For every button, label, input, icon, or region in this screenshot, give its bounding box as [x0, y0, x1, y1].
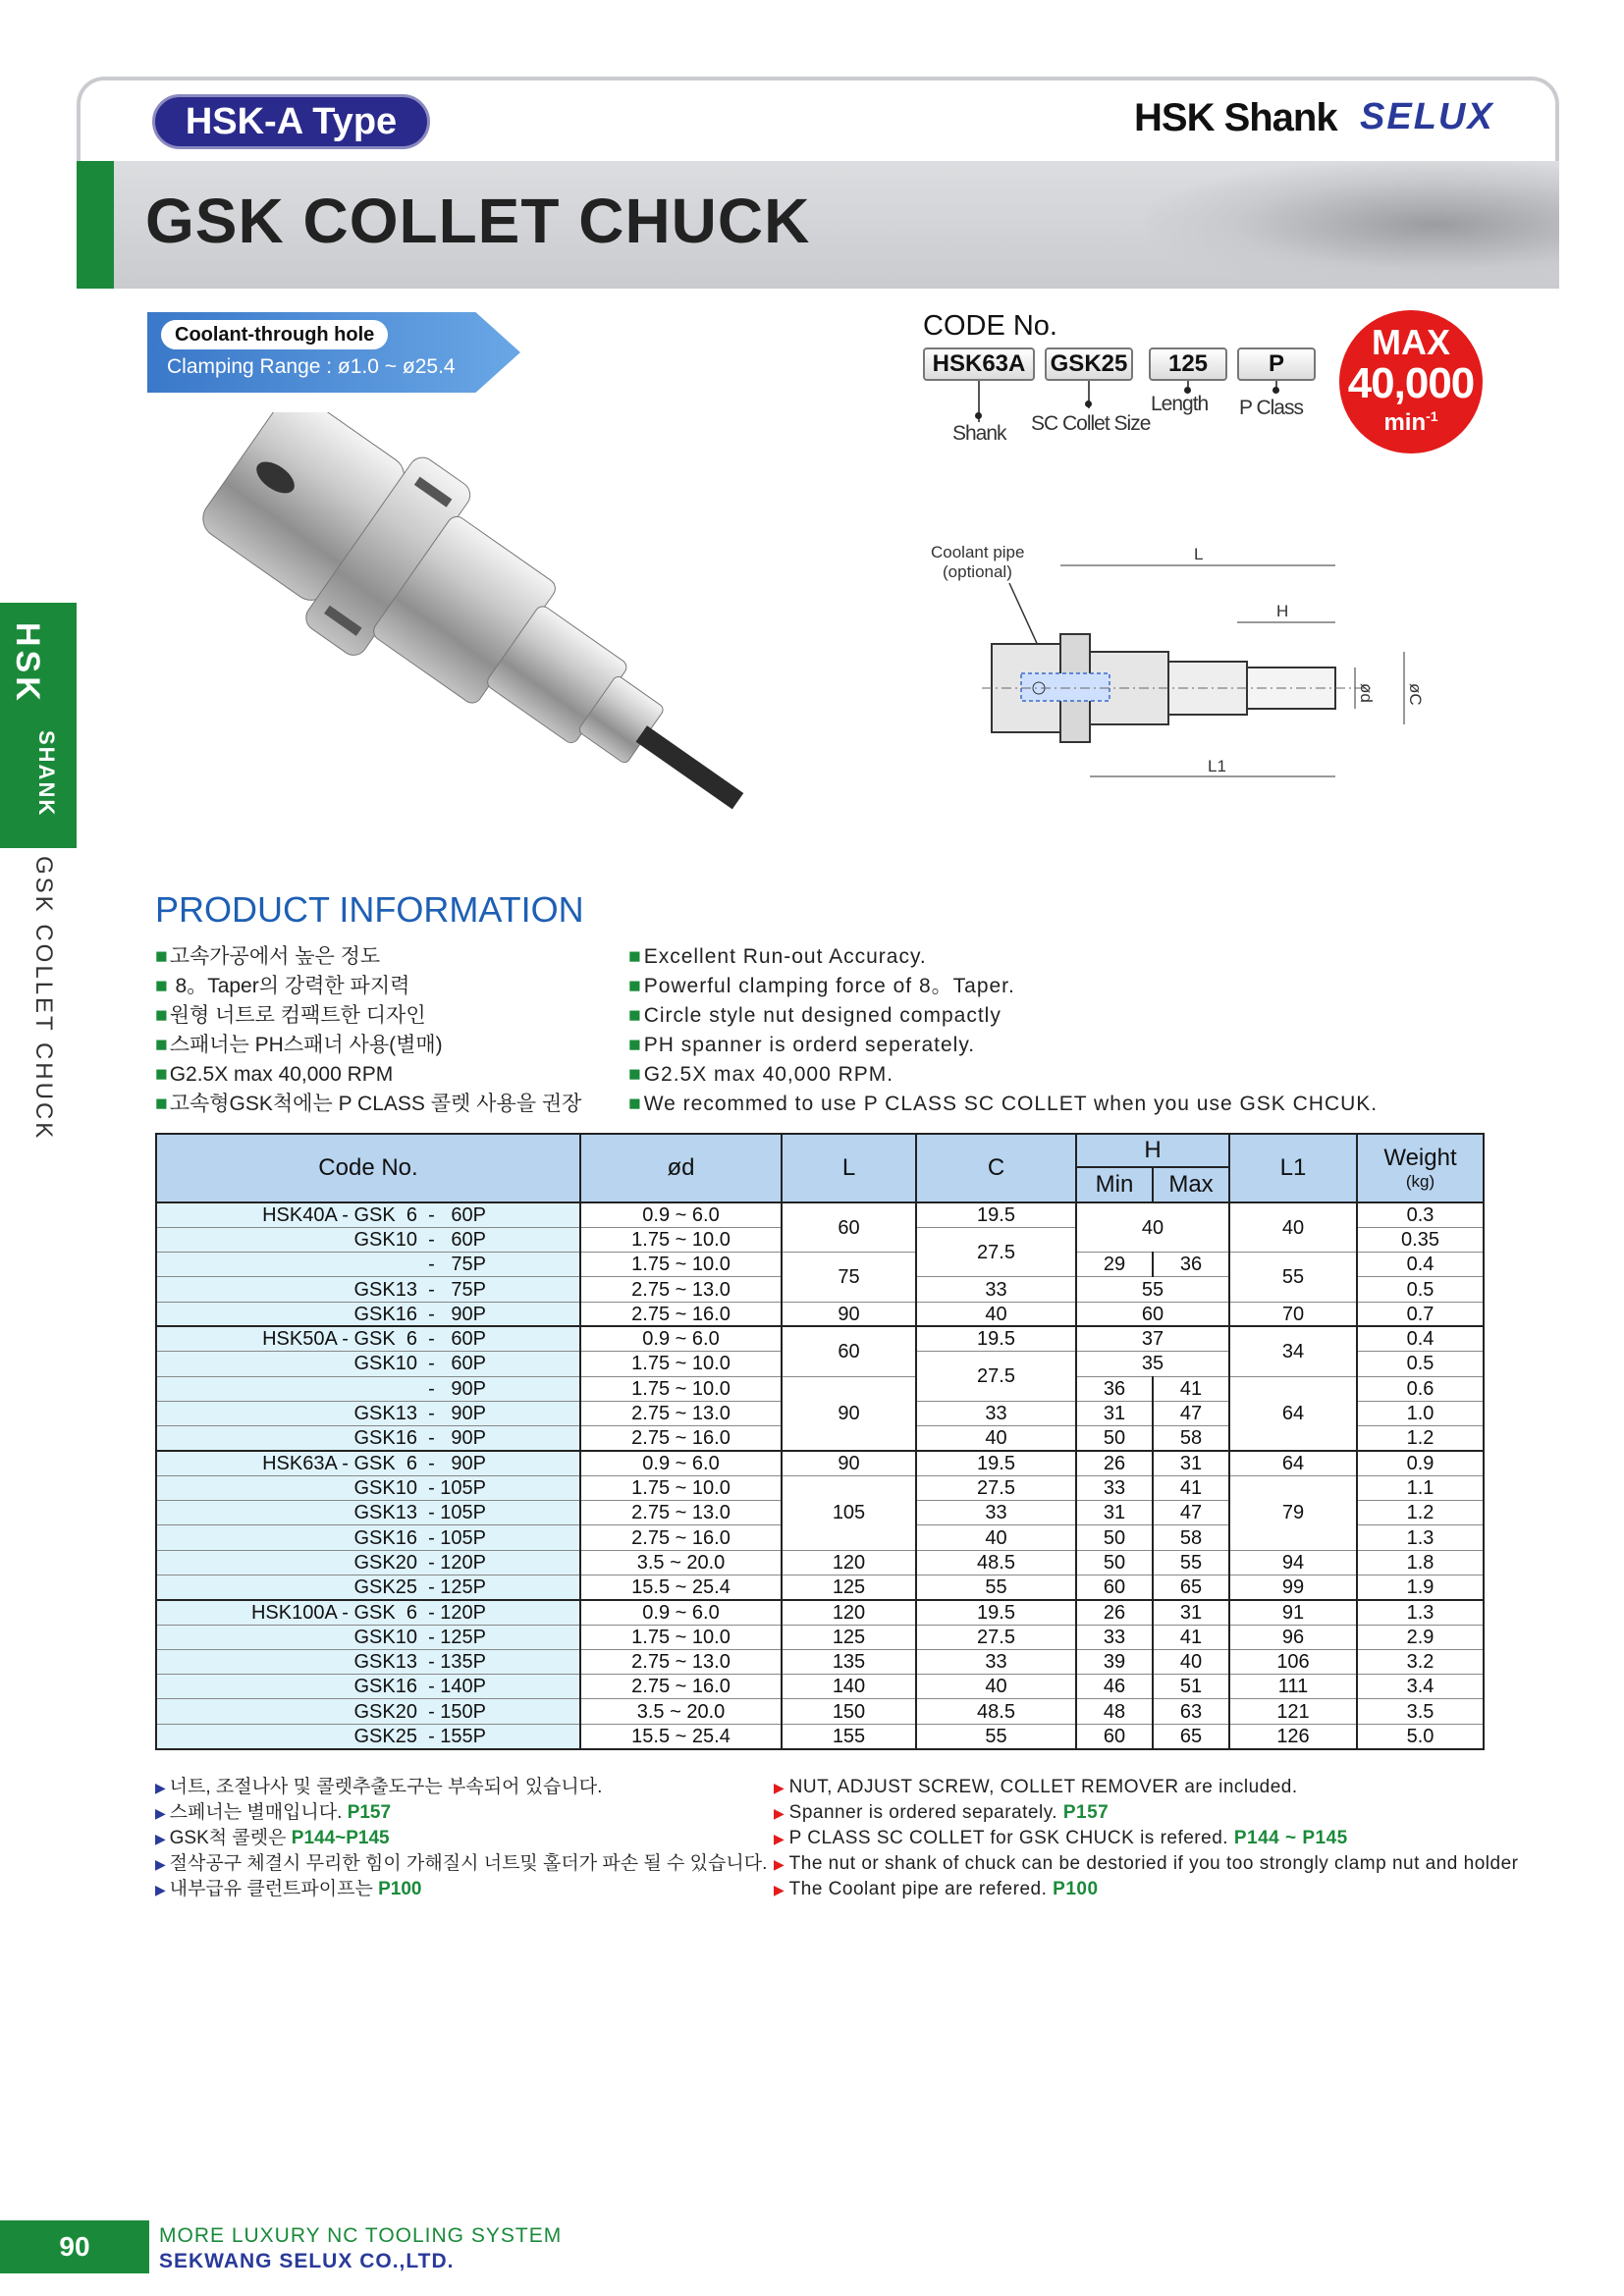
cell-hmin: 60	[1076, 1724, 1153, 1748]
cell-weight: 1.2	[1357, 1501, 1484, 1525]
cell-L: 90	[782, 1376, 916, 1451]
table-row	[156, 1724, 1484, 1748]
cell-C: 55	[916, 1575, 1076, 1599]
cell-hmax: 58	[1153, 1426, 1229, 1451]
cell-weight: 0.6	[1357, 1376, 1484, 1401]
notes-korean	[155, 1775, 767, 1902]
table-row	[156, 1625, 1484, 1649]
cell-hmax: 31	[1153, 1600, 1229, 1625]
cell-code: GSK16 - 140P	[156, 1675, 580, 1699]
cell-hmin: 31	[1076, 1401, 1153, 1425]
cell-weight: 1.2	[1357, 1426, 1484, 1451]
cell-code: GSK13 - 90P	[156, 1401, 580, 1425]
cell-h: 40	[1076, 1202, 1229, 1253]
side-tab-shank: SHANK	[34, 730, 59, 818]
cell-L1: 55	[1229, 1253, 1357, 1303]
dim-L1: L1	[1208, 757, 1226, 775]
cell-od: 1.75 ~ 10.0	[580, 1475, 782, 1500]
cell-weight: 0.5	[1357, 1277, 1484, 1302]
note-text: NUT, ADJUST SCREW, COLLET REMOVER are included.	[788, 1777, 1298, 1797]
cell-hmin: 50	[1076, 1525, 1153, 1550]
spec-table-body	[156, 1202, 1484, 1749]
cell-code: HSK50A - GSK 6 - 60P	[156, 1326, 580, 1351]
cell-weight: 0.4	[1357, 1253, 1484, 1277]
cell-od: 2.75 ~ 13.0	[580, 1277, 782, 1302]
note-item	[774, 1800, 1518, 1826]
cell-L1: 70	[1229, 1302, 1357, 1326]
col-header-hmin: Min	[1076, 1167, 1153, 1202]
cell-weight: 1.9	[1357, 1575, 1484, 1599]
cell-hmax: 47	[1153, 1401, 1229, 1425]
page-reference: P144~P145	[291, 1828, 390, 1848]
cell-code: GSK10 - 60P	[156, 1352, 580, 1376]
cell-weight: 1.3	[1357, 1600, 1484, 1625]
leader-dot	[1272, 387, 1279, 394]
note-item	[155, 1877, 767, 1902]
info-item: ■ 스패너는 PH스패너 사용(별매)	[155, 1031, 581, 1060]
col-header-weight	[1357, 1134, 1484, 1202]
info-item: ■ G2.5X max 40,000 RPM	[155, 1060, 581, 1090]
cell-L: 105	[782, 1475, 916, 1550]
table-row	[156, 1302, 1484, 1326]
spec-table	[155, 1133, 1485, 1750]
cell-C: 40	[916, 1426, 1076, 1451]
product-info-korean	[155, 942, 581, 1119]
info-item: ■ 8。Taper의 강력한 파지력	[155, 972, 581, 1001]
cell-C: 40	[916, 1302, 1076, 1326]
cell-od: 15.5 ~ 25.4	[580, 1575, 782, 1599]
cell-od: 3.5 ~ 20.0	[580, 1550, 782, 1575]
info-item: ■ Excellent Run-out Accuracy.	[628, 942, 1378, 972]
cell-od: 15.5 ~ 25.4	[580, 1724, 782, 1748]
note-text: GSK척 콜렛은	[169, 1828, 292, 1848]
brand-logo: SELUX	[1360, 96, 1494, 137]
table-row	[156, 1326, 1484, 1351]
cell-h: 37	[1076, 1326, 1229, 1351]
cell-od: 0.9 ~ 6.0	[580, 1451, 782, 1475]
cell-od: 3.5 ~ 20.0	[580, 1699, 782, 1724]
cell-hmax: 55	[1153, 1550, 1229, 1575]
clamping-range: Clamping Range : ø1.0 ~ ø25.4	[167, 355, 456, 378]
cell-code: - 90P	[156, 1376, 580, 1401]
cell-L: 60	[782, 1326, 916, 1376]
feature-pill: Coolant-through hole	[161, 320, 388, 349]
cell-weight: 3.2	[1357, 1649, 1484, 1674]
cell-C: 19.5	[916, 1600, 1076, 1625]
dim-H: H	[1276, 602, 1289, 620]
dimension-drawing	[923, 536, 1512, 801]
note-text: 스페너는 별매입니다.	[169, 1802, 348, 1823]
cell-L1: 96	[1229, 1625, 1357, 1649]
code-label-collet: SC Collet Size	[1031, 412, 1151, 435]
cell-hmax: 31	[1153, 1451, 1229, 1475]
cell-hmax: 65	[1153, 1575, 1229, 1599]
cell-C: 33	[916, 1649, 1076, 1674]
cell-weight: 0.7	[1357, 1302, 1484, 1326]
cell-od: 1.75 ~ 10.0	[580, 1625, 782, 1649]
cell-L1: 79	[1229, 1475, 1357, 1550]
cell-L: 60	[782, 1202, 916, 1253]
note-item	[155, 1826, 767, 1851]
cell-weight: 3.4	[1357, 1675, 1484, 1699]
page-reference: P157	[1062, 1802, 1110, 1823]
cell-L: 90	[782, 1302, 916, 1326]
note-item	[774, 1851, 1518, 1877]
table-row	[156, 1699, 1484, 1724]
cell-hmin: 50	[1076, 1550, 1153, 1575]
col-header-code: Code No.	[156, 1134, 580, 1202]
cell-code: GSK13 - 105P	[156, 1501, 580, 1525]
cell-od: 0.9 ~ 6.0	[580, 1326, 782, 1351]
cell-hmin: 26	[1076, 1600, 1153, 1625]
info-item: ■ We recommed to use P CLASS SC COLLET when you use GSK CHCUK.	[628, 1090, 1378, 1119]
cell-hmax: 58	[1153, 1525, 1229, 1550]
cell-hmin: 26	[1076, 1451, 1153, 1475]
max-unit: $\min^{-1}$	[1383, 408, 1438, 436]
cell-hmax: 41	[1153, 1376, 1229, 1401]
cell-L: 90	[782, 1451, 916, 1475]
cell-L: 140	[782, 1675, 916, 1699]
table-row	[156, 1675, 1484, 1699]
cell-weight: 2.9	[1357, 1625, 1484, 1649]
cell-weight: 1.3	[1357, 1525, 1484, 1550]
cell-weight: 1.1	[1357, 1475, 1484, 1500]
col-header-od: ød	[580, 1134, 782, 1202]
table-row	[156, 1253, 1484, 1277]
cell-h: 35	[1076, 1352, 1229, 1376]
cell-C: 27.5	[916, 1625, 1076, 1649]
cell-hmax: 41	[1153, 1625, 1229, 1649]
cell-weight: 0.4	[1357, 1326, 1484, 1351]
info-item: ■ 고속형GSK척에는 P CLASS 콜렛 사용을 권장	[155, 1090, 581, 1119]
cell-C: 19.5	[916, 1451, 1076, 1475]
note-text: The nut or shank of chuck can be destoried if you too strongly clamp nut and holder	[788, 1853, 1519, 1874]
code-label-pclass: P Class	[1239, 397, 1303, 419]
note-text: 내부급유 클런트파이프는	[169, 1879, 379, 1899]
cell-L1: 64	[1229, 1451, 1357, 1475]
info-item: ■ 원형 너트로 컴팩트한 디자인	[155, 1001, 581, 1031]
cell-od: 1.75 ~ 10.0	[580, 1352, 782, 1376]
cell-code: HSK63A - GSK 6 - 90P	[156, 1451, 580, 1475]
note-item	[774, 1877, 1518, 1902]
cell-L: 125	[782, 1575, 916, 1599]
info-item: ■ 고속가공에서 높은 정도	[155, 942, 581, 972]
cell-hmax: 65	[1153, 1724, 1229, 1748]
cell-code: GSK13 - 75P	[156, 1277, 580, 1302]
side-tab-hsk: HSK	[9, 622, 46, 705]
table-row	[156, 1475, 1484, 1500]
note-item	[155, 1775, 767, 1800]
cell-h: 60	[1076, 1302, 1229, 1326]
note-text: The Coolant pipe are refered.	[788, 1879, 1054, 1899]
cell-hmax: 40	[1153, 1649, 1229, 1674]
dim-od: ød	[1357, 683, 1376, 703]
cell-od: 1.75 ~ 10.0	[580, 1227, 782, 1252]
max-speed-badge	[1339, 310, 1483, 454]
note-item	[774, 1775, 1518, 1800]
cell-L: 150	[782, 1699, 916, 1724]
notes-english	[774, 1775, 1518, 1902]
cell-code: GSK10 - 60P	[156, 1227, 580, 1252]
cell-weight: 5.0	[1357, 1724, 1484, 1748]
cell-od: 2.75 ~ 16.0	[580, 1675, 782, 1699]
cell-hmin: 33	[1076, 1475, 1153, 1500]
table-row	[156, 1550, 1484, 1575]
page-reference: P100	[1053, 1879, 1099, 1899]
note-text: P CLASS SC COLLET for GSK CHUCK is refered.	[788, 1828, 1234, 1848]
cell-C: 40	[916, 1525, 1076, 1550]
info-item: ■ Circle style nut designed compactly	[628, 1001, 1378, 1031]
cell-code: HSK100A - GSK 6 - 120P	[156, 1600, 580, 1625]
cell-od: 2.75 ~ 13.0	[580, 1501, 782, 1525]
cell-hmin: 50	[1076, 1426, 1153, 1451]
cell-weight: 1.0	[1357, 1401, 1484, 1425]
table-row	[156, 1600, 1484, 1625]
code-box-shank: HSK63A	[923, 347, 1035, 381]
cell-L: 120	[782, 1550, 916, 1575]
leader-dot	[1085, 400, 1092, 407]
cell-C: 19.5	[916, 1326, 1076, 1351]
max-value: 40,000	[1347, 359, 1475, 407]
cell-L1: 34	[1229, 1326, 1357, 1376]
cell-L: 135	[782, 1649, 916, 1674]
cell-weight: 1.8	[1357, 1550, 1484, 1575]
note-item	[155, 1800, 767, 1826]
code-box-length: 125	[1149, 347, 1227, 381]
cell-hmax: 63	[1153, 1699, 1229, 1724]
note-text: 절삭공구 체결시 무리한 힘이 가해질시 너트및 홀더가 파손 될 수 있습니다.	[169, 1853, 768, 1874]
cell-L: 120	[782, 1600, 916, 1625]
cell-weight: 0.35	[1357, 1227, 1484, 1252]
table-row	[156, 1649, 1484, 1674]
cell-C: 33	[916, 1401, 1076, 1425]
note-text: Spanner is ordered separately.	[788, 1802, 1063, 1823]
cell-code: GSK25 - 155P	[156, 1724, 580, 1748]
cell-od: 2.75 ~ 13.0	[580, 1401, 782, 1425]
cell-hmax: 51	[1153, 1675, 1229, 1699]
cell-C: 19.5	[916, 1202, 1076, 1227]
cell-code: GSK20 - 120P	[156, 1550, 580, 1575]
col-header-L1: L1	[1229, 1134, 1357, 1202]
cell-code: GSK16 - 90P	[156, 1426, 580, 1451]
cell-od: 1.75 ~ 10.0	[580, 1253, 782, 1277]
cell-L1: 64	[1229, 1376, 1357, 1451]
cell-C: 27.5	[916, 1352, 1076, 1402]
page-number: 90	[0, 2220, 149, 2273]
cell-hmin: 48	[1076, 1699, 1153, 1724]
code-title: CODE No.	[923, 310, 1057, 342]
cell-weight: 0.9	[1357, 1451, 1484, 1475]
note-item	[155, 1851, 767, 1877]
header-accent-bar	[77, 161, 114, 289]
table-row	[156, 1376, 1484, 1401]
cell-hmin: 39	[1076, 1649, 1153, 1674]
cell-code: GSK10 - 125P	[156, 1625, 580, 1649]
feature-callout	[147, 312, 520, 393]
cell-L1: 121	[1229, 1699, 1357, 1724]
cell-C: 48.5	[916, 1550, 1076, 1575]
note-item	[774, 1826, 1518, 1851]
code-box-collet: GSK25	[1045, 347, 1133, 381]
cell-L: 155	[782, 1724, 916, 1748]
header-tool-image	[1147, 161, 1559, 289]
cell-weight: 3.5	[1357, 1699, 1484, 1724]
table-row	[156, 1575, 1484, 1599]
cell-hmax: 36	[1153, 1253, 1229, 1277]
info-item: ■ Powerful clamping force of 8。Taper.	[628, 972, 1378, 1001]
cell-od: 1.75 ~ 10.0	[580, 1376, 782, 1401]
table-row	[156, 1202, 1484, 1227]
cell-code: GSK25 - 125P	[156, 1575, 580, 1599]
table-row	[156, 1451, 1484, 1475]
cell-L1: 99	[1229, 1575, 1357, 1599]
cell-hmin: 60	[1076, 1575, 1153, 1599]
coolant-pipe-label: Coolant pipe	[931, 543, 1025, 561]
cell-L1: 91	[1229, 1600, 1357, 1625]
cell-L: 125	[782, 1625, 916, 1649]
cell-code: GSK10 - 105P	[156, 1475, 580, 1500]
cell-code: GSK20 - 150P	[156, 1699, 580, 1724]
weight-label: Weight	[1383, 1145, 1457, 1171]
cell-hmax: 47	[1153, 1501, 1229, 1525]
cell-C: 48.5	[916, 1699, 1076, 1724]
cell-C: 55	[916, 1724, 1076, 1748]
page-reference: P100	[378, 1879, 422, 1899]
note-text: 너트, 조절나사 및 콜렛추출도구는 부속되어 있습니다.	[169, 1777, 603, 1797]
cell-od: 2.75 ~ 16.0	[580, 1302, 782, 1326]
product-info-english	[628, 942, 1378, 1119]
cell-code: GSK16 - 105P	[156, 1525, 580, 1550]
max-label: MAX	[1372, 322, 1450, 362]
info-item: ■ PH spanner is orderd seperately.	[628, 1031, 1378, 1060]
cell-od: 2.75 ~ 16.0	[580, 1525, 782, 1550]
cell-od: 2.75 ~ 16.0	[580, 1426, 782, 1451]
dim-L: L	[1194, 545, 1204, 563]
weight-unit: (kg)	[1405, 1172, 1435, 1191]
cell-L1: 106	[1229, 1649, 1357, 1674]
cell-hmin: 36	[1076, 1376, 1153, 1401]
coolant-optional-label: (optional)	[943, 562, 1012, 581]
col-header-hmax: Max	[1153, 1167, 1229, 1202]
product-photo	[177, 412, 805, 825]
code-box-pclass: P	[1237, 347, 1316, 381]
dim-oC: øC	[1406, 683, 1425, 706]
code-label-length: Length	[1151, 393, 1209, 415]
cell-L1: 40	[1229, 1202, 1357, 1253]
cell-C: 33	[916, 1277, 1076, 1302]
col-header-C: C	[916, 1134, 1076, 1202]
cell-L: 75	[782, 1253, 916, 1303]
cell-h: 55	[1076, 1277, 1229, 1302]
cell-C: 33	[916, 1501, 1076, 1525]
series-label: HSK Shank	[1134, 96, 1337, 139]
cell-hmin: 29	[1076, 1253, 1153, 1277]
cell-code: HSK40A - GSK 6 - 60P	[156, 1202, 580, 1227]
cell-L1: 126	[1229, 1724, 1357, 1748]
side-product-label: GSK COLLET CHUCK	[30, 856, 57, 1142]
cell-weight: 0.3	[1357, 1202, 1484, 1227]
cell-weight: 0.5	[1357, 1352, 1484, 1376]
code-label-shank: Shank	[952, 422, 1006, 445]
cell-hmax: 41	[1153, 1475, 1229, 1500]
cell-code: GSK13 - 135P	[156, 1649, 580, 1674]
cell-hmin: 46	[1076, 1675, 1153, 1699]
cell-L1: 94	[1229, 1550, 1357, 1575]
cell-hmin: 33	[1076, 1625, 1153, 1649]
footer-company: SEKWANG SELUX CO.,LTD.	[159, 2250, 455, 2272]
cell-C: 27.5	[916, 1475, 1076, 1500]
type-badge: HSK-A Type	[152, 94, 430, 149]
leader-dot	[975, 412, 982, 419]
cell-code: - 75P	[156, 1253, 580, 1277]
info-item: ■ G2.5X max 40,000 RPM.	[628, 1060, 1378, 1090]
cell-C: 27.5	[916, 1227, 1076, 1277]
cell-od: 0.9 ~ 6.0	[580, 1600, 782, 1625]
page-title: GSK COLLET CHUCK	[145, 186, 811, 256]
cell-code: GSK16 - 90P	[156, 1302, 580, 1326]
col-header-H: H	[1076, 1134, 1229, 1167]
cell-hmin: 31	[1076, 1501, 1153, 1525]
cell-L1: 111	[1229, 1675, 1357, 1699]
footer-tagline: MORE LUXURY NC TOOLING SYSTEM	[159, 2224, 563, 2247]
cell-od: 0.9 ~ 6.0	[580, 1202, 782, 1227]
product-info-title: PRODUCT INFORMATION	[155, 889, 584, 930]
cell-od: 2.75 ~ 13.0	[580, 1649, 782, 1674]
cell-C: 40	[916, 1675, 1076, 1699]
page-reference: P157	[347, 1802, 392, 1823]
col-header-L: L	[782, 1134, 916, 1202]
page-reference: P144 ~ P145	[1233, 1828, 1348, 1848]
